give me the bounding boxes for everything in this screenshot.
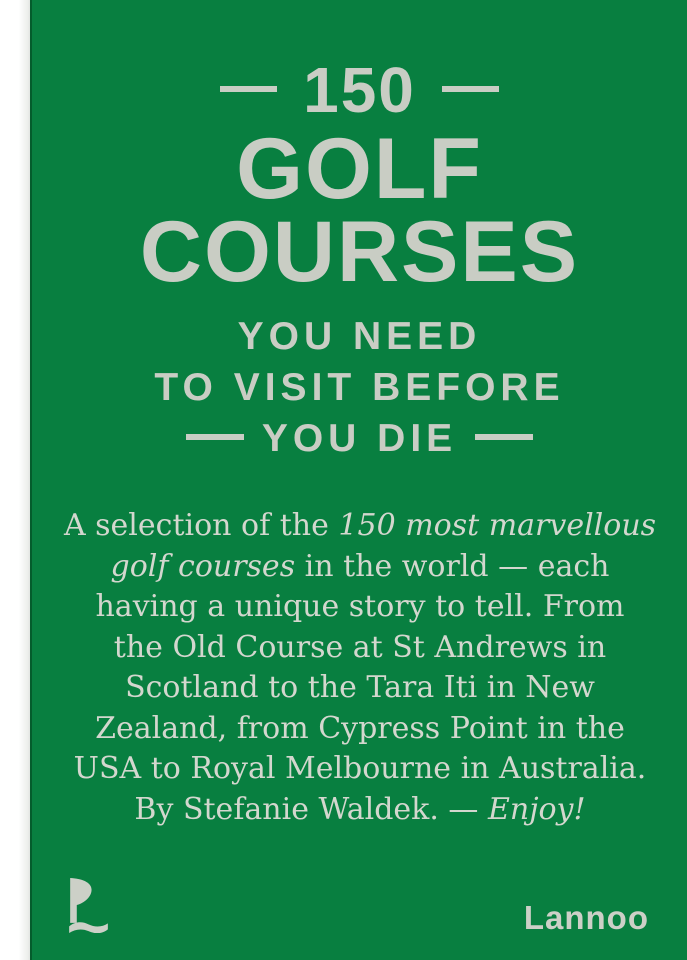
description-text: having a unique story to tell. From: [95, 589, 625, 624]
description-text: the Old Course at St Andrews in: [113, 629, 607, 665]
lannoo-logo-icon: [68, 878, 109, 933]
description-text-italic: 150 most marvellous: [338, 508, 657, 543]
description-text-italic: golf courses: [110, 548, 296, 584]
description-line: [60, 668, 660, 709]
description-text: A selection of the: [63, 508, 339, 543]
subtitle-line-3-text: YOU DIE: [261, 417, 458, 460]
series-number: 150: [303, 54, 416, 126]
description-text: Scotland to the Tara Iti in New: [125, 670, 595, 705]
description-line: [60, 547, 660, 588]
dash-rule-left-icon: [220, 86, 277, 92]
description-line: [60, 628, 660, 669]
book-subtitle: [32, 311, 687, 464]
subtitle-line-1: YOU NEED: [237, 315, 482, 358]
book-title: [32, 121, 687, 300]
dash-rule-right-icon: [475, 434, 533, 440]
dash-rule-right-icon: [442, 86, 499, 92]
dash-rule-left-icon: [186, 434, 244, 440]
description-text-italic: Enjoy!: [487, 791, 586, 827]
subtitle-line-3: [32, 413, 687, 464]
description-line: [60, 587, 660, 628]
description-paragraph: [60, 506, 660, 830]
subtitle-line-2: TO VISIT BEFORE: [154, 366, 565, 409]
title-line-2: COURSES: [139, 204, 580, 300]
publisher-wordmark: Lannoo: [523, 899, 649, 936]
front-cover: [30, 0, 687, 960]
title-line-1: GOLF: [236, 121, 483, 217]
description-text: Zealand, from Cypress Point in the: [95, 710, 625, 746]
series-number-row: [32, 56, 687, 126]
description-line: [60, 749, 660, 790]
description-line: [60, 790, 660, 831]
description-text: in the world — each: [295, 548, 610, 584]
description-text: By Stefanie Waldek. —: [134, 791, 488, 827]
description-line: [60, 709, 660, 750]
page-edge-strip: [0, 0, 30, 960]
description-line: [60, 506, 660, 547]
description-text: USA to Royal Melbourne in Australia.: [73, 751, 647, 786]
